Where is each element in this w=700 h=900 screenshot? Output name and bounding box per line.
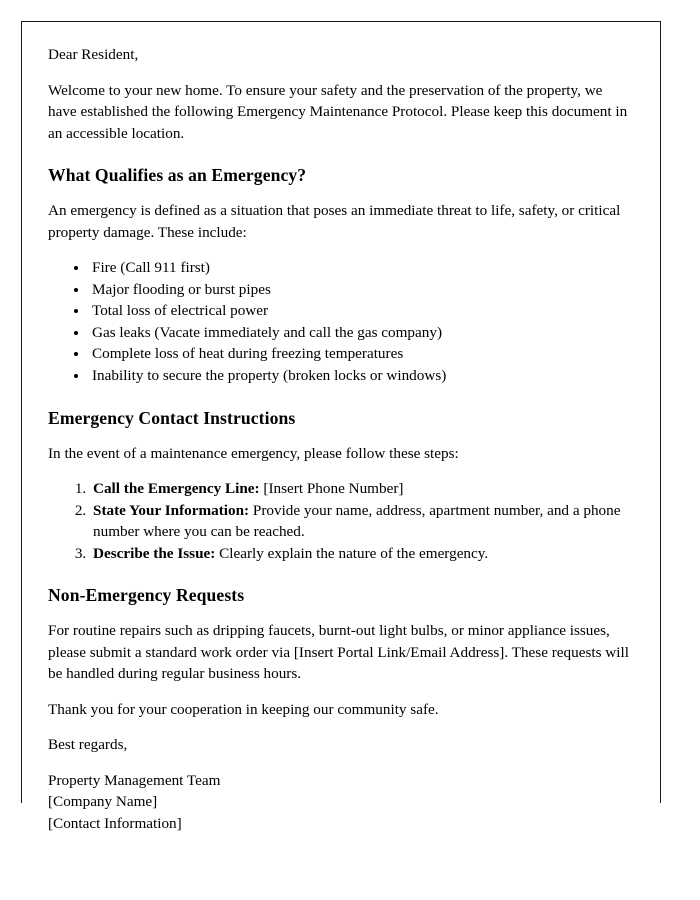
salutation: Dear Resident,	[48, 46, 139, 63]
document-page	[21, 21, 661, 832]
step-lead: State Your Information:	[93, 501, 250, 519]
list-item: • Gas leaks (Vacate immediately and call the gas company)	[89, 322, 630, 344]
signature-company: [Company Name]	[48, 793, 158, 811]
step-text: [Insert Phone Number]	[259, 480, 404, 498]
closing-thanks-paragraph: Thank you for your cooperation in keeping our community safe.	[48, 700, 439, 718]
signature-team: Property Management Team	[48, 771, 221, 789]
signature-block	[48, 770, 630, 835]
step-lead: Call the Emergency Line:	[93, 480, 260, 498]
list-item: • Inability to secure the property (broken locks or windows)	[89, 365, 630, 387]
heading-what-qualifies: What Qualifies as an Emergency?	[48, 165, 307, 185]
list-item	[90, 500, 630, 543]
signoff-regards: Best regards,	[48, 736, 128, 754]
step-text: Clearly explain the nature of the emergency.	[215, 544, 489, 562]
list-item	[90, 543, 630, 565]
signature-contact: [Contact Information]	[48, 814, 182, 832]
list-item: • Complete loss of heat during freezing temperatures	[89, 343, 630, 365]
contact-lead-paragraph: In the event of a maintenance emergency, please follow these steps:	[48, 444, 459, 462]
step-text: Provide your name, address, apartment number, and a phone number where you can be reached.	[93, 501, 621, 541]
emergency-steps-list	[48, 478, 630, 564]
list-item: • Total loss of electrical power	[89, 300, 630, 322]
step-lead: Describe the Issue:	[93, 544, 216, 562]
document-body	[48, 44, 630, 834]
list-item: • Fire (Call 911 first)	[89, 257, 630, 279]
heading-emergency-contact: Emergency Contact Instructions	[48, 407, 296, 428]
heading-non-emergency: Non-Emergency Requests	[48, 585, 245, 606]
emergency-types-list	[48, 257, 630, 387]
list-item: • Major flooding or burst pipes	[89, 279, 630, 301]
intro-paragraph: Welcome to your new home. To ensure your safety and the preservation of the property, we have established the following Emergency Maintenance Protocol. Please keep this document in an accessible location.	[48, 81, 628, 142]
qualifies-lead-paragraph: An emergency is defined as a situation that poses an immediate threat to life, safety, or critical property damage. These include:	[48, 202, 621, 241]
non-emergency-paragraph: For routine repairs such as dripping faucets, burnt-out light bulbs, or minor appliance issues, please submit a standard work order via [Insert Portal Link/Email Address]. These requests will be handled during regular business hours.	[48, 622, 629, 683]
list-item	[90, 478, 630, 500]
